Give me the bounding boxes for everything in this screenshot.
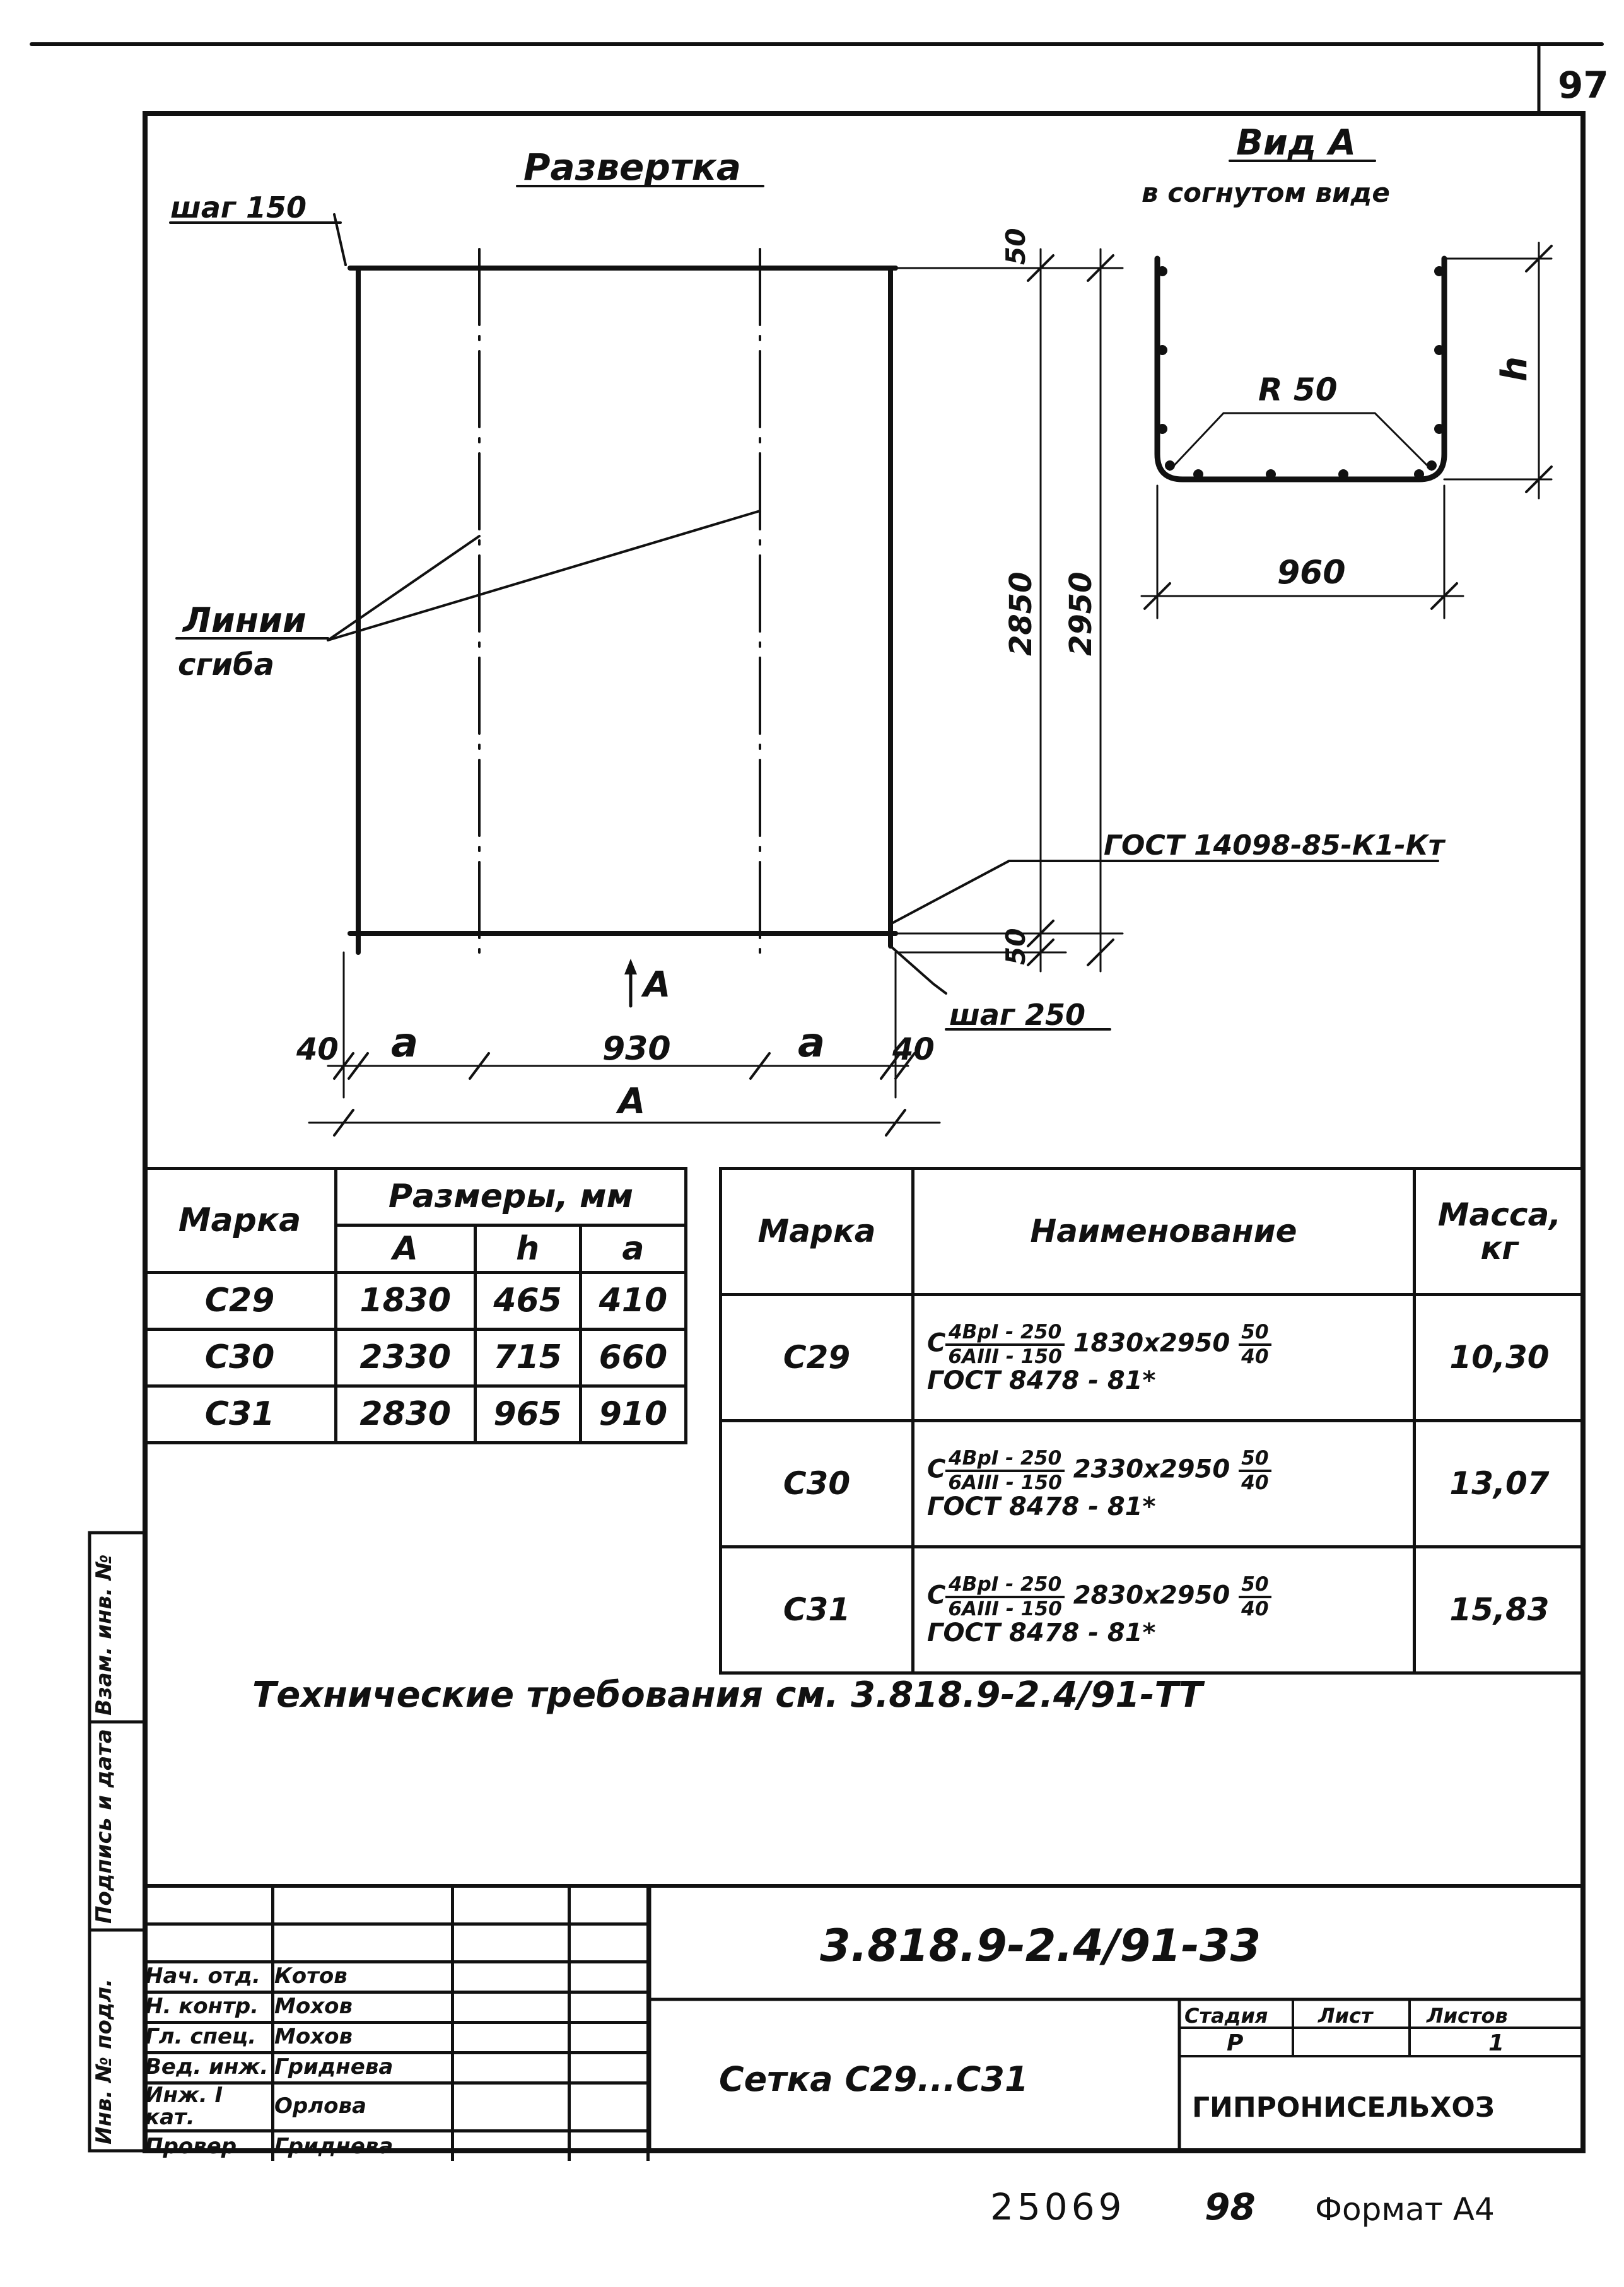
dim-total-height: 2950: [1063, 571, 1099, 656]
table-row: С30 2330 715 660: [145, 1330, 686, 1386]
sheets-value: 1: [1488, 2030, 1505, 2056]
drawing-name: Сетка С29...С31: [719, 2059, 1029, 2099]
signature: [453, 2022, 570, 2052]
dim-a-left: а: [391, 1020, 419, 1067]
signature: [453, 2052, 570, 2083]
spec-col-name: Наименование: [913, 1169, 1415, 1295]
sheet-label: Лист: [1318, 2004, 1373, 2028]
signature: [453, 2131, 570, 2161]
dim-left-edge: 40: [296, 1032, 339, 1067]
sizes-col-mark: Марка: [145, 1169, 336, 1273]
signature-row: Н. контр. Мохов: [145, 1992, 648, 2022]
sizes-col-group: Размеры, мм: [336, 1169, 686, 1225]
signature-row: Гл. спец. Мохов: [145, 2022, 648, 2052]
dim-top-offset: 50: [1000, 228, 1031, 265]
sizes-col-h: h: [475, 1225, 580, 1273]
organization: ГИПРОНИСЕЛЬХОЗ: [1192, 2091, 1495, 2124]
sheets-label: Листов: [1427, 2004, 1508, 2028]
spec-name-cell: С $\frac{\text{4ВрI - 250}}{\text{6АIII - 150}}$ 2330х2950 $\frac{50}{40}$ ГОСТ 8478 - 81*: [913, 1421, 1415, 1547]
sizes-table: [145, 1167, 687, 1444]
spec-col-mark: Марка: [721, 1169, 913, 1295]
signature-row: Инж. I кат. Орлова: [145, 2083, 648, 2131]
dim-bottom-offset: 50: [1000, 928, 1031, 965]
bend-lines-label-2: сгиба: [178, 647, 275, 682]
bar-fraction: $\frac{\text{4ВрI - 250}}{\text{6АIII - 150}}$: [945, 1448, 1064, 1494]
footer-format: Формат А4: [1315, 2191, 1495, 2228]
sizes-col-a: а: [580, 1225, 686, 1273]
table-row: С31 2830 965 910: [145, 1386, 686, 1443]
bar-fraction: $\frac{\text{4ВрI - 250}}{\text{6АIII - 150}}$: [945, 1574, 1064, 1620]
signature: [453, 1962, 570, 1992]
side-inv-repl: Взам. инв. №: [91, 1554, 117, 1716]
side-inv-orig: Инв. № подл.: [91, 1978, 117, 2144]
signature-row: Нач. отд. Котов: [145, 1962, 648, 1992]
view-a-title: Вид А: [1236, 122, 1356, 163]
bar-fraction: $\frac{\text{4ВрI - 250}}{\text{6АIII - 150}}$: [945, 1321, 1064, 1367]
signature-row: Провер. Гриднева: [145, 2131, 648, 2161]
view-a-radius: R 50: [1258, 371, 1338, 408]
view-a-height-label: h: [1494, 356, 1535, 382]
table-row: С29 С $\frac{\text{4ВрI - 250}}{\text{6АIII - 150}}$ 1830х2950 $\frac{50}{40}$ ГОСТ 8478 - 81* 10,30: [721, 1295, 1584, 1421]
tech-requirements: Технические требования см. 3.818.9-2.4/91-ТТ: [252, 1675, 1203, 1716]
table-row: С31 С $\frac{\text{4ВрI - 250}}{\text{6АIII - 150}}$ 2830х2950 $\frac{50}{40}$ ГОСТ 8478 - 81* 15,83: [721, 1547, 1584, 1673]
offset-fraction: $\frac{50}{40}$: [1239, 1574, 1271, 1620]
bend-lines-label-1: Линии: [183, 600, 307, 640]
page-number: 97: [1558, 64, 1609, 107]
table-row: С30 С $\frac{\text{4ВрI - 250}}{\text{6АIII - 150}}$ 2330х2950 $\frac{50}{40}$ ГОСТ 8478 - 81* 13,07: [721, 1421, 1584, 1547]
gost-weld-label: ГОСТ 14098-85-К1-Кт: [1104, 829, 1445, 862]
sizes-col-A: А: [336, 1225, 476, 1273]
signature: [453, 1992, 570, 2022]
development-title: Развертка: [523, 146, 742, 189]
table-row: С29 1830 465 410: [145, 1273, 686, 1330]
dim-a-right: а: [798, 1020, 826, 1067]
dim-inner-height: 2850: [1003, 571, 1039, 656]
signature: [453, 2083, 570, 2131]
stage-label: Стадия: [1184, 2004, 1268, 2028]
signature-row: Вед. инж. Гриднева: [145, 2052, 648, 2083]
pitch-bottom-label: шаг 250: [949, 998, 1085, 1032]
footer-page: 98: [1205, 2185, 1256, 2228]
spec-table: [719, 1167, 1583, 1675]
view-a-subtitle: в согнутом виде: [1142, 177, 1390, 208]
stage-value: Р: [1227, 2030, 1244, 2056]
dim-right-edge: 40: [892, 1032, 935, 1067]
offset-fraction: $\frac{50}{40}$: [1239, 1321, 1271, 1367]
dim-total: А: [618, 1081, 646, 1122]
view-a-width: 960: [1277, 554, 1346, 592]
view-marker: А: [643, 964, 671, 1005]
spec-name-cell: С $\frac{\text{4ВрI - 250}}{\text{6АIII - 150}}$ 1830х2950 $\frac{50}{40}$ ГОСТ 8478 - 81*: [913, 1295, 1415, 1421]
footer-inv: 25069: [990, 2185, 1126, 2228]
doc-code: 3.818.9-2.4/91-33: [820, 1920, 1261, 1972]
pitch-top-label: шаг 150: [170, 190, 307, 225]
spec-col-mass: Масса, кг: [1415, 1169, 1584, 1295]
offset-fraction: $\frac{50}{40}$: [1239, 1448, 1271, 1494]
dim-middle: 930: [602, 1030, 671, 1068]
signatures-table: [145, 1886, 650, 2161]
spec-name-cell: С $\frac{\text{4ВрI - 250}}{\text{6АIII - 150}}$ 2830х2950 $\frac{50}{40}$ ГОСТ 8478 - 81*: [913, 1547, 1415, 1673]
side-sign-date: Подпись и дата: [91, 1729, 117, 1924]
